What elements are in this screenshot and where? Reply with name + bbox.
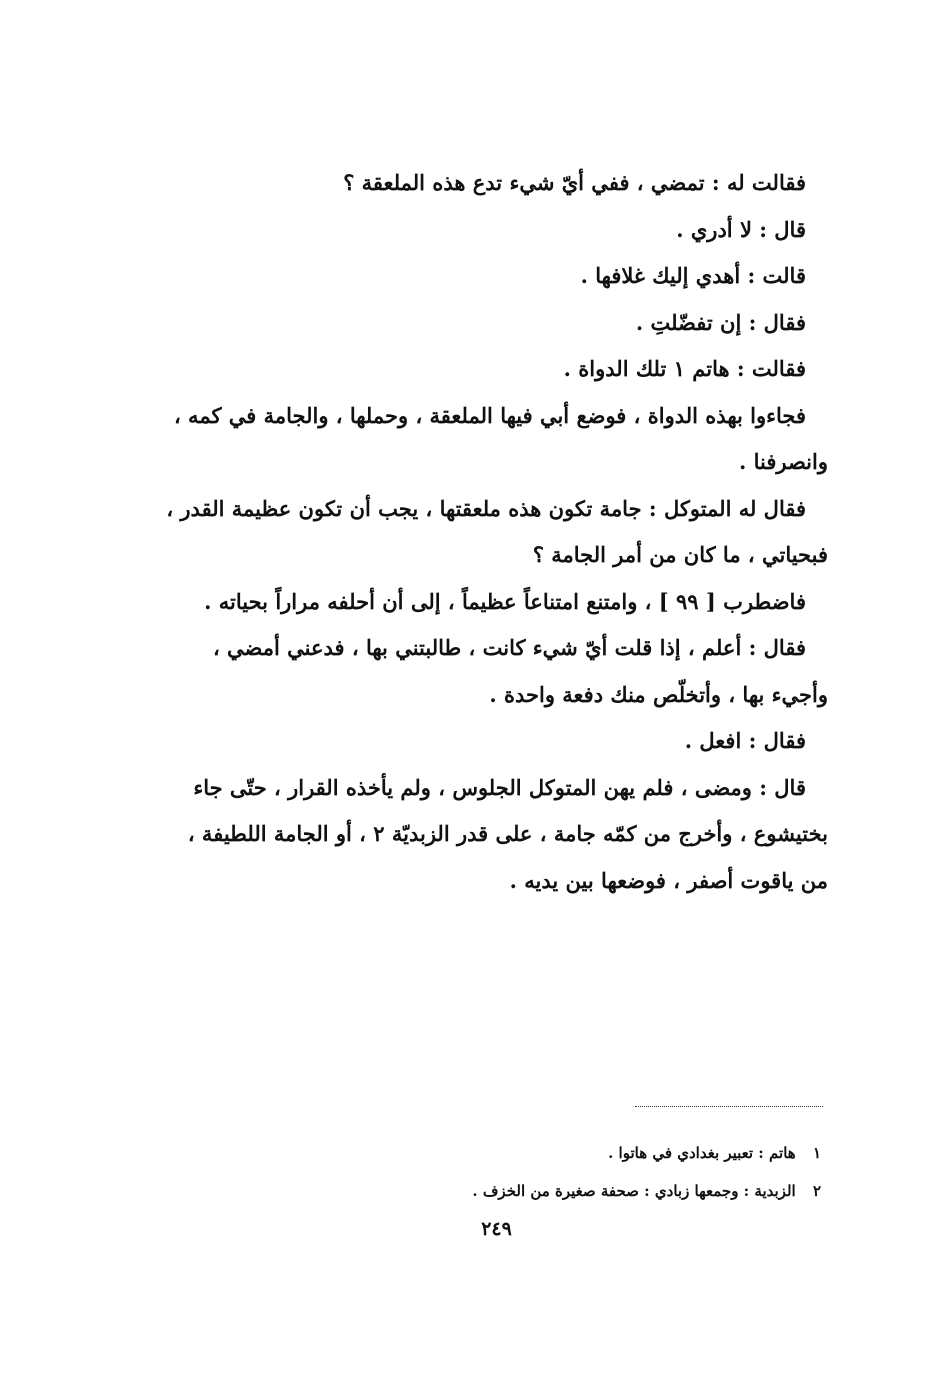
footnote-number: ١ [812, 1144, 821, 1162]
footnote-1 [221, 1134, 821, 1172]
text-line: فقالت : هاتم ١ تلك الدواة . [563, 356, 806, 381]
page-number: ٢٤٩ [481, 1218, 512, 1240]
text-line: فقال له المتوكل : جامة تكون هذه ملعقتها ، يجب أن تكون عظيمة القدر ، [166, 495, 806, 521]
text-line: وانصرفنا . [738, 449, 828, 474]
text-line: فقال : افعل . [684, 728, 806, 753]
text-line: وأجيء بها ، وأتخلّص منك دفعة واحدة . [489, 681, 828, 707]
text-line: فقالت له : تمضي ، ففي أيّ شيء تدع هذه الملعقة ؟ [343, 170, 806, 195]
footnote-text: هاتم : تعبير بغدادي في هاتوا . [608, 1144, 796, 1162]
text-line: بختيشوع ، وأخرج من كمّه جامة ، على قدر الزبديّة ٢ ، أو الجامة اللطيفة ، [187, 821, 828, 846]
footnote-2 [221, 1172, 821, 1210]
footnotes [221, 1134, 821, 1210]
footnote-divider [635, 1106, 823, 1107]
text-line: فاضطرب [ ٩٩ ] ، وامتنع امتناعاً عظيماً ، إلى أن أحلفه مراراً بحياته . [204, 588, 806, 614]
text-line: فبحياتي ، ما كان من أمر الجامة ؟ [532, 542, 828, 567]
text-line: فجاءوا بهذه الدواة ، فوضع أبي فيها الملعقة ، وحملها ، والجامة في كمه ، [173, 402, 806, 428]
text-line: فقال : أعلم ، إذا قلت أيّ شيء كانت ، طالبتني بها ، فدعني أمضي ، [212, 635, 806, 660]
text-line: قال : ومضى ، فلم يهن المتوكل الجلوس ، ولم يأخذه القرار ، حتّى جاء [193, 774, 806, 800]
text-line: فقال : إن تفضّلتِ . [635, 309, 806, 335]
text-line: من ياقوت أصفر ، فوضعها بين يديه . [509, 867, 828, 893]
footnote-number: ٢ [812, 1182, 821, 1200]
text-line: قالت : أهدي إليك غلافها . [580, 263, 806, 288]
main-text-block [158, 160, 828, 904]
text-line: قال : لا أدري . [676, 216, 806, 242]
footnote-text: الزبدية : وجمعها زبادي : صحفة صغيرة من الخزف . [472, 1182, 796, 1200]
